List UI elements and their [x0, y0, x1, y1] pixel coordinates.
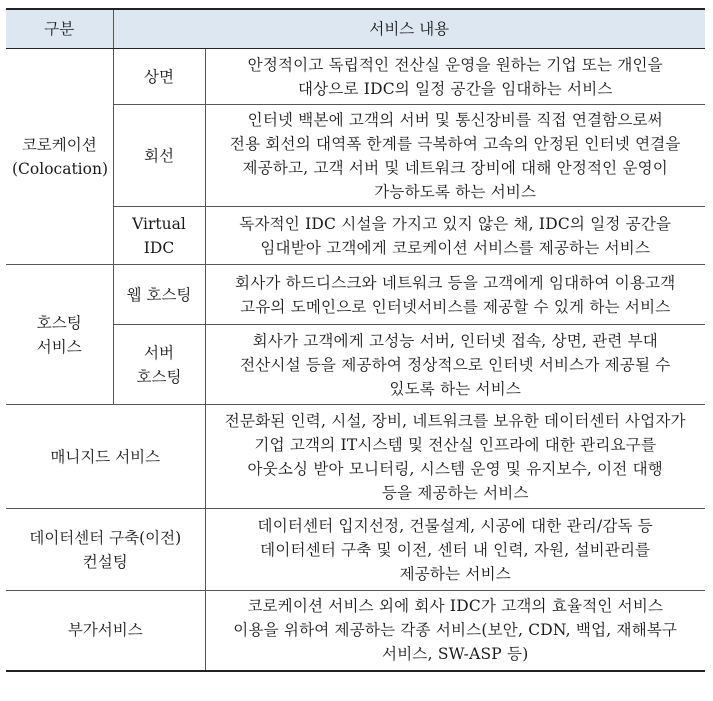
description-line: 회사가 하드디스크와 네트워크 등을 고객에게 임대하여 이용고객 [235, 273, 676, 292]
description-line: 임대받아 고객에게 코로케이션 서비스를 제공하는 서비스 [260, 238, 651, 257]
header-content: 서비스 내용 [113, 9, 705, 49]
group-label-managed [6, 405, 205, 509]
description-line: 독자적인 IDC 시설을 가지고 있지 않은 채, IDC의 일정 공간을 [239, 214, 672, 233]
header-category: 구분 [6, 9, 113, 49]
subcategory-cell [113, 265, 205, 325]
description-line: 등을 제공하는 서비스 [381, 483, 529, 502]
group-label-line: 데이터센터 구축(이전) [29, 528, 182, 547]
description-cell [205, 265, 705, 325]
description-cell [205, 509, 705, 591]
group-label-consulting [6, 509, 205, 591]
group-label-hosting [6, 265, 113, 405]
table-row [6, 49, 705, 105]
table-row [6, 509, 705, 591]
subcategory-label: 회선 [144, 146, 174, 165]
subcategory-cell [113, 207, 205, 265]
subcategory-label: Virtual [132, 214, 186, 233]
description-line: 고유의 도메인으로 인터넷서비스를 제공할 수 있게 하는 서비스 [240, 297, 671, 316]
group-label-line: 매니지드 서비스 [50, 447, 161, 466]
group-label-additional [6, 591, 205, 671]
subcategory-label: 상면 [144, 67, 174, 86]
description-line: 회사가 고객에게 고성능 서버, 인터넷 접속, 상면, 관련 부대 [252, 331, 658, 350]
subcategory-label: IDC [143, 238, 175, 257]
table-row [6, 405, 705, 509]
subcategory-cell [113, 325, 205, 405]
description-line: 전산시설 등을 제공하여 정상적으로 인터넷 서비스가 제공될 수 [240, 355, 671, 374]
subcategory-cell [113, 105, 205, 207]
group-label-colocation [6, 49, 113, 265]
description-line: 가능하도록 하는 서비스 [374, 182, 537, 201]
description-cell [205, 325, 705, 405]
description-line: 안정적이고 독립적인 전산실 운영을 원하는 기업 또는 개인을 [247, 55, 663, 74]
description-cell [205, 49, 705, 105]
description-cell [205, 105, 705, 207]
description-line: 전용 회선의 대역폭 한계를 극복하여 고속의 안정된 인터넷 연결을 [229, 134, 681, 153]
description-line: 전문화된 인력, 시설, 장비, 네트워크를 보유한 데이터센터 사업자가 [224, 411, 686, 430]
description-cell [205, 405, 705, 509]
table-header-row [6, 9, 705, 49]
group-label-line: 컨설팅 [82, 552, 128, 571]
description-line: 아웃소싱 받아 모니터링, 시스템 운영 및 유지보수, 이전 대행 [247, 459, 663, 478]
description-line: 인터넷 백본에 고객의 서버 및 통신장비를 직접 연결함으로써 [247, 110, 663, 129]
description-line: 데이터센터 입지선정, 건물설계, 시공에 대한 관리/감독 등 [257, 516, 653, 535]
description-line: 이용을 위하여 제공하는 각종 서비스(보안, CDN, 백업, 재해복구 [233, 621, 678, 640]
table-row [6, 591, 705, 671]
subcategory-cell [113, 49, 205, 105]
description-line: 데이터센터 구축 및 이전, 센터 내 인력, 자원, 설비관리를 [260, 540, 651, 559]
group-label-line: (Colocation) [12, 159, 108, 178]
description-line: 있도록 하는 서비스 [389, 379, 522, 398]
description-line: 대상으로 IDC의 일정 공간을 임대하는 서비스 [297, 79, 613, 98]
description-line: 코로케이션 서비스 외에 회사 IDC가 고객의 효율적인 서비스 [247, 597, 664, 616]
group-label-line: 부가서비스 [67, 621, 143, 640]
subcategory-label: 호스팅 [136, 367, 182, 386]
group-label-line: 코로케이션 [21, 135, 97, 154]
subcategory-label: 서버 [144, 343, 174, 362]
group-label-line: 서비스 [36, 337, 82, 356]
description-cell [205, 207, 705, 265]
idc-service-table [6, 8, 705, 672]
description-cell [205, 591, 705, 671]
table-row [6, 265, 705, 325]
description-line: 기업 고객의 IT시스템 및 전산실 인프라에 대한 관리요구를 [254, 435, 657, 454]
group-label-line: 호스팅 [36, 313, 82, 332]
description-line: 제공하는 서비스 [399, 564, 511, 583]
description-line: 제공하고, 고객 서버 및 네트워크 장비에 대해 안정적인 운영이 [242, 158, 668, 177]
service-table-container [6, 8, 705, 672]
subcategory-label: 웹 호스팅 [126, 285, 192, 304]
description-line: 서비스, SW-ASP 등) [382, 645, 529, 664]
